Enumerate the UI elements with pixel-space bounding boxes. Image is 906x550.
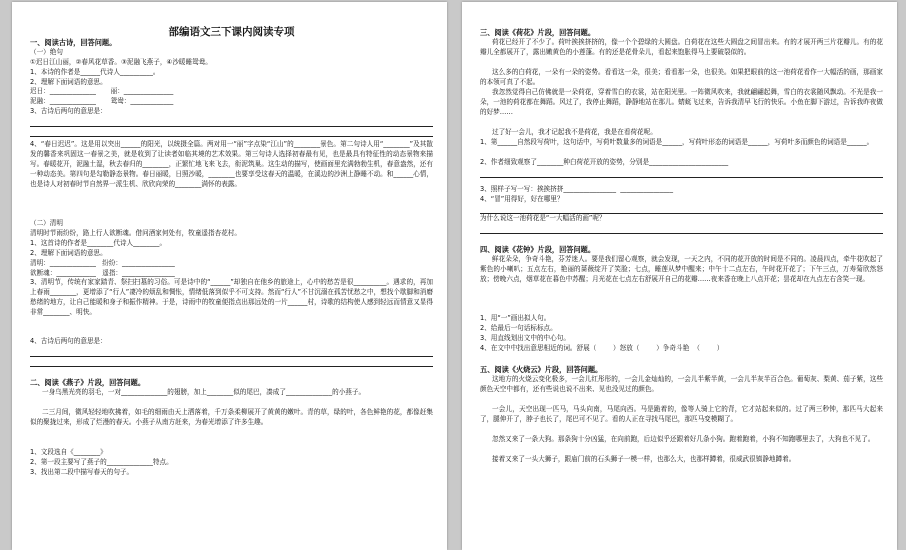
section-3-heading: 三、阅读《荷花》片段，回答问题。	[480, 28, 596, 37]
poem-2-question-2: 2、理解下面词语的意思。	[30, 248, 107, 257]
document-page-right	[462, 2, 897, 550]
section-5-heading: 五、阅读《火烧云》片段，回答问题。	[480, 364, 603, 374]
section-3-question-5: 为什么说这一池荷花是“一大幅活的画”呢？	[480, 214, 606, 223]
answer-line	[30, 118, 433, 127]
question-2: 2、理解下面词语的意思。	[30, 77, 107, 86]
section-5-paragraph-3: 忽然又来了一条大狗。那条狗十分凶猛，在向前跑，后边似乎还跟着好几条小狗。跑着跑着，小狗不知跑哪里去了，大狗也不见了。	[492, 434, 875, 443]
section-4-question-2: 2、给最后一句话标标点。	[480, 324, 557, 333]
section-4-question-1: 1、用“一”画出拟人句。	[480, 314, 551, 323]
section-1-heading: 一、阅读古诗，回答问题。	[30, 38, 117, 47]
question-3: 3、古诗后两句的意思是：	[30, 107, 107, 116]
section-2-question-3: 3、找出第二段中描写春天的句子。	[30, 468, 134, 477]
poem-2-question-2a: 清明：______________ 纷纷：________________	[30, 258, 175, 267]
section-3-question-1: 1、第______自然段写荷叶，这句话中，写荷叶数量多的词语是______，写荷叶形态的词语是______，写荷叶多而颜色的词语是______。	[480, 137, 874, 146]
section-5-paragraph-2: 一会儿，天空出现一匹马，马头向南，马尾向西。马是跪着的，像等人骑上它的背，它才站起来似的。过了两三秒钟，那匹马大起来了，腿伸开了，脖子也长了，尾巴可不见了。看的人正在寻找马尾巴，那匹马变模糊了。	[480, 404, 883, 423]
answer-line	[480, 169, 883, 178]
poem-2-question-1: 1、这首诗的作者是________代诗人________。	[30, 238, 167, 247]
poem-2-text: 清明时节雨纷纷，路上行人欲断魂。借问酒家何处有，牧童遥指杏花村。	[30, 229, 241, 238]
document-title: 部编语文三下课内阅读专项	[168, 26, 295, 38]
section-2-paragraph-1: 一身乌黑光亮的羽毛，一对______________的翅膀，加上________似的尾巴，凑成了______________的小燕子。	[42, 388, 366, 397]
question-1: 1、本诗的作者是______代诗人__________。	[30, 67, 160, 76]
answer-line	[30, 358, 433, 367]
section-3-paragraph-3: 我忽然觉得自己仿佛就是一朵荷花，穿着雪白的衣裳，站在阳光里。一阵微风吹来，我就翩翩起舞，雪白的衣裳随风飘动。不光是我一朵，一池的荷花都在舞蹈。风过了，我停止舞蹈，静静地站在那儿。蜻蜓飞过来，告诉我清早飞行的快乐。小鱼在脚下游过，告诉我昨夜做的好梦……	[480, 87, 883, 116]
section-3-question-3: 3、照样子写一写：挨挨挤挤________________ ________________	[480, 184, 674, 193]
section-4-heading: 四、阅读《花钟》片段，回答问题。	[480, 245, 596, 255]
answer-line	[30, 128, 433, 137]
document-page-left	[12, 2, 447, 550]
section-3-paragraph-1: 荷花已经开了不少了。荷叶挨挨挤挤的，像一个个碧绿的大圆盘。白荷花在这些大圆盘之间冒出来。有的才展开两三片花瓣儿。有的花瓣儿全都展开了，露出嫩黄色的小莲蓬。有的还是花骨朵儿，看起来饱胀得马上要破裂似的。	[480, 37, 883, 56]
question-2a: 迟日：______________ 丽：_______________	[30, 87, 174, 96]
section-3-question-4: 4、“冒”用得好，好在哪里？	[480, 194, 564, 203]
section-4-paragraph: 鲜花朵朵，争奇斗艳，芬芳迷人。要是我们留心观察，就会发现，一天之内，不同的花开放的时间是不同的。凌晨四点，牵牛花吹起了紫色的小喇叭；五点左右，艳丽的蔷薇绽开了笑脸；七点，睡莲从梦中醒来；中午十二点左右，午时花开花了；下午三点，万寿菊欣然怒放；傍晚六点，烟草花在暮色中苏醒；月光花在七点左右舒展开自己的花瓣……夜来香在晚上八点开花；昙花却在九点左右含笑一现。	[480, 255, 883, 284]
section-2-heading: 二、阅读《燕子》片段，回答问题。	[30, 378, 146, 388]
answer-line	[480, 205, 883, 214]
answer-line	[30, 348, 433, 357]
section-3-paragraph-2: 这么多的白荷花，一朵有一朵的姿势。看看这一朵，很美；看看那一朵，也很美。如果把眼前的这一池荷花看作一大幅活的画，那画家的本领可真了不起。	[480, 67, 883, 86]
poem-2-question-4: 4、古诗后两句的意思是：	[30, 337, 107, 346]
poem-2-question-2b: 欲断魂：____________ 遥指：________________	[30, 268, 175, 277]
section-4-question-3: 3、用直线划出文中的中心句。	[480, 334, 570, 343]
answer-line	[480, 225, 883, 234]
section-5-paragraph-4: 接着又来了一头大狮子，跟庙门前的石头狮子一模一样，也那么大，也那样蹲着，很威武很镇静地蹲着。	[492, 454, 796, 463]
section-5-paragraph-1: 这地方的火烧云变化极多，一会儿红彤彤的，一会儿金灿灿的，一会儿半紫半黄，一会儿半灰半百合色。葡萄灰、梨黄、茄子紫，这些颜色天空中都有，还有些说也说不出来、见也没见过的颜色。	[480, 374, 883, 393]
poem-1-text: ①迟日江山丽，②春风花草香。③泥融飞燕子，④沙暖睡鸳鸯。	[30, 57, 212, 66]
question-4: 4、“春日迟迟”。这是用以突出______的阳光，以统摄全篇。两对用一“丽”字点染“江山”的________景色。第二句诗人用“________”及其散发的馨香来巩固这一春景之美，就是收到了让读者如临其境的艺术效果。第三句诗人选择初春最有见，也是最具有特征性的动态景物来描写。春暖花开，泥融土湿，秋去春归的________，正繁忙地飞来飞去，衔泥筑巢。这生动的描写，使画面里充满勃勃生机，春意盎然，还有一种动态美。第四句是勾勒静态景物。春日丽暖，日照沙暖，________也要享受这春天的温暖，在溪边的沙洲上静睡不动。和______心情，也是诗人对初春时节自然界一派生机、欣欣向荣的________满怀的表露。	[30, 140, 433, 188]
section-2-question-2: 2、第一段主要写了燕子的______________特点。	[30, 458, 173, 467]
question-2b: 泥融：______________ 鸳鸯：_____________	[30, 97, 174, 106]
section-1-part2-title: （二）清明	[30, 219, 63, 228]
section-1-part1-title: （一）绝句	[30, 47, 63, 56]
section-4-question-4: 4、在文中中找出意思相近的词。舒展（ ）怒放（ ）争奇斗艳 （ ）	[480, 343, 724, 352]
section-3-paragraph-4: 过了好一会儿，我才记起我不是荷花，我是在看荷花呢。	[492, 127, 657, 136]
section-3-question-2: 2、作者细致观察了________种白荷花开放的姿势，分别是________________________	[480, 157, 729, 166]
poem-2-question-3: 3、清明节，传统有家家踏青、祭扫扫墓的习俗。可是诗中的“______”却独自在他乡的旅途上，心中的愁苦是很__________。遇求的，再加上春雨________，更增添了“行人”凄冷的烦乱和惆怅，情绪低落到似乎不可支持。然而“行人”不甘沉溺在孤苦忧愁之中，想找个歇脚和消磨愁绪的地方，让自己能暖和身子和振作精神。于是，诗雨中的牧童便指点出那远处的一片______村，诗歌的结构使人感到轻远而情意又显得非常________、明快。	[30, 278, 433, 317]
section-2-paragraph-2: 二三月间，微风轻轻地吹拂着，如毛的细雨由天上洒落着，千万条柔柳展开了黄黄的嫩叶。青的草，绿的叶，各色鲜艳的花，都像赶集似的聚拢过来，形成了烂漫的春天。小燕子从南方赶来，为春光增添了许多生趣。	[30, 408, 433, 427]
section-2-question-1: 1、文段选自《________》	[30, 448, 107, 457]
